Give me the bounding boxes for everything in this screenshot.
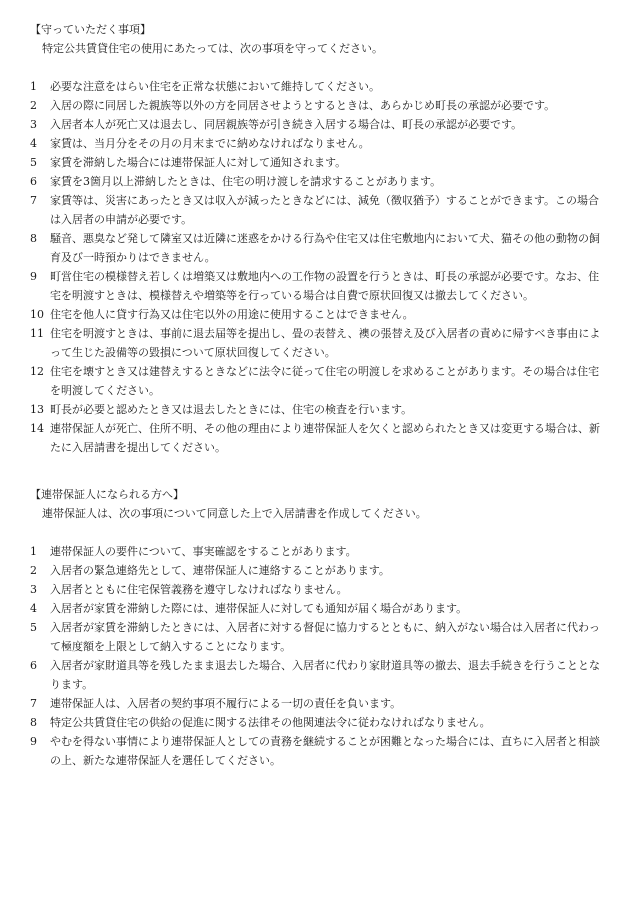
list-item: [0, 362, 630, 400]
item-number: 7: [30, 697, 37, 710]
list-item: [0, 542, 630, 561]
item-number: 2: [30, 99, 37, 112]
item-number: 5: [30, 621, 37, 634]
item-text: 家賃を3箇月以上滞納したときは、住宅の明け渡しを請求することがあります。: [50, 175, 442, 188]
list-item: [0, 267, 630, 305]
list-item: [0, 153, 630, 172]
item-text: やむを得ない事情により連帯保証人としての責務を継続することが困難となった場合には、直ちに入居者と相談の上、新たな連帯保証人を選任してください。: [50, 735, 600, 767]
list-item: [0, 694, 630, 713]
list-item: [0, 580, 630, 599]
list-item: [0, 229, 630, 267]
item-text: 連帯保証人が死亡、住所不明、その他の理由により連帯保証人を欠くと認められたとき又は変更する場合は、新たに入居請書を提出してください。: [50, 422, 600, 454]
list-item: [0, 599, 630, 618]
item-number: 8: [30, 232, 37, 245]
item-number: 9: [30, 270, 37, 283]
section-heading: 【守っていただく事項】: [30, 23, 151, 36]
item-text: 住宅を明渡すときは、事前に退去届等を提出し、畳の表替え、襖の張替え及び入居者の責めに帰すべき事由によって生じた設備等の毀損について原状回復してください。: [50, 327, 601, 359]
item-text: 入居者が家賃を滞納した際には、連帯保証人に対しても通知が届く場合があります。: [50, 602, 468, 615]
list-item: [0, 77, 630, 96]
section-heading: 【連帯保証人になられる方へ】: [30, 488, 184, 501]
item-number: 1: [30, 80, 37, 93]
list-item: [0, 561, 630, 580]
item-number: 2: [30, 564, 37, 577]
item-number: 6: [30, 659, 37, 672]
list-item: [0, 732, 630, 770]
list-item: [0, 172, 630, 191]
item-number: 3: [30, 118, 37, 131]
item-text: 連帯保証人の要件について、事実確認をすることがあります。: [50, 545, 357, 558]
item-text: 家賃等は、災害にあったとき又は収入が減ったときなどには、減免（徴収猶予）することができます。この場合は入居者の申請が必要です。: [50, 194, 600, 226]
section-intro: 連帯保証人は、次の事項について同意した上で入居請書を作成してください。: [42, 507, 427, 520]
item-number: 6: [30, 175, 37, 188]
list-item: [0, 324, 630, 362]
item-text: 住宅を壊すとき又は建替えするときなどに法令に従って住宅の明渡しを求めることがあります。その場合は住宅を明渡してください。: [50, 365, 600, 397]
list-item: [0, 419, 630, 457]
item-number: 3: [30, 583, 37, 596]
item-text: 特定公共賃貸住宅の供給の促進に関する法律その他関連法令に従わなければなりません。: [50, 716, 491, 729]
item-number: 1: [30, 545, 37, 558]
item-text: 入居者が家財道具等を残したまま退去した場合、入居者に代わり家財道具等の撤去、退去手続きを行うこととなります。: [50, 659, 600, 691]
item-text: 町長が必要と認めたとき又は退去したときには、住宅の検査を行います。: [50, 403, 413, 416]
item-text: 入居の際に同居した親族等以外の方を同居させようとするときは、あらかじめ町長の承認が必要です。: [50, 99, 556, 112]
guarantor-list: [0, 542, 630, 770]
item-text: 住宅を他人に貸す行為又は住宅以外の用途に使用することはできません。: [50, 308, 414, 321]
list-item: [0, 96, 630, 115]
item-number: 9: [30, 735, 37, 748]
list-item: [0, 134, 630, 153]
item-number: 10: [30, 308, 44, 321]
item-number: 14: [30, 422, 44, 435]
list-item: [0, 713, 630, 732]
item-number: 13: [30, 403, 44, 416]
obligations-list: [0, 77, 630, 457]
list-item: [0, 656, 630, 694]
item-text: 騒音、悪臭など発して隣室又は近隣に迷惑をかける行為や住宅又は住宅敷地内において犬、猫その他の動物の飼育及び一時預かりはできません。: [50, 232, 600, 264]
item-text: 必要な注意をはらい住宅を正常な状態において維持してください。: [50, 80, 380, 93]
item-text: 入居者が家賃を滞納したときには、入居者に対する督促に協力するとともに、納入がない場合は入居者に代わって極度額を上限として納入することになります。: [50, 621, 600, 653]
item-text: 入居者とともに住宅保管義務を遵守しなければなりません。: [50, 583, 348, 596]
item-number: 7: [30, 194, 37, 207]
list-item: [0, 305, 630, 324]
item-text: 連帯保証人は、入居者の契約事項不履行による一切の責任を負います。: [50, 697, 402, 710]
item-text: 家賃を滞納した場合には連帯保証人に対して通知されます。: [50, 156, 347, 169]
item-number: 4: [30, 137, 37, 150]
list-item: [0, 618, 630, 656]
item-number: 5: [30, 156, 37, 169]
item-text: 町営住宅の模様替え若しくは増築又は敷地内への工作物の設置を行うときは、町長の承認が必要です。なお、住宅を明渡すときは、模様替えや増築等を行っている場合は自費で原状回復又は撤去してください。: [50, 270, 600, 302]
list-item: [0, 191, 630, 229]
item-text: 入居者本人が死亡又は退去し、同居親族等が引き続き入居する場合は、町長の承認が必要です。: [50, 118, 523, 131]
item-number: 12: [30, 365, 44, 378]
item-text: 入居者の緊急連絡先として、連帯保証人に連絡することがあります。: [50, 564, 390, 577]
item-text: 家賃は、当月分をその月の月末までに納めなければなりません。: [50, 137, 370, 150]
item-number: 8: [30, 716, 37, 729]
list-item: [0, 115, 630, 134]
item-number: 4: [30, 602, 37, 615]
section-intro: 特定公共賃貸住宅の使用にあたっては、次の事項を守ってください。: [42, 42, 383, 55]
item-number: 11: [30, 327, 44, 340]
list-item: [0, 400, 630, 419]
